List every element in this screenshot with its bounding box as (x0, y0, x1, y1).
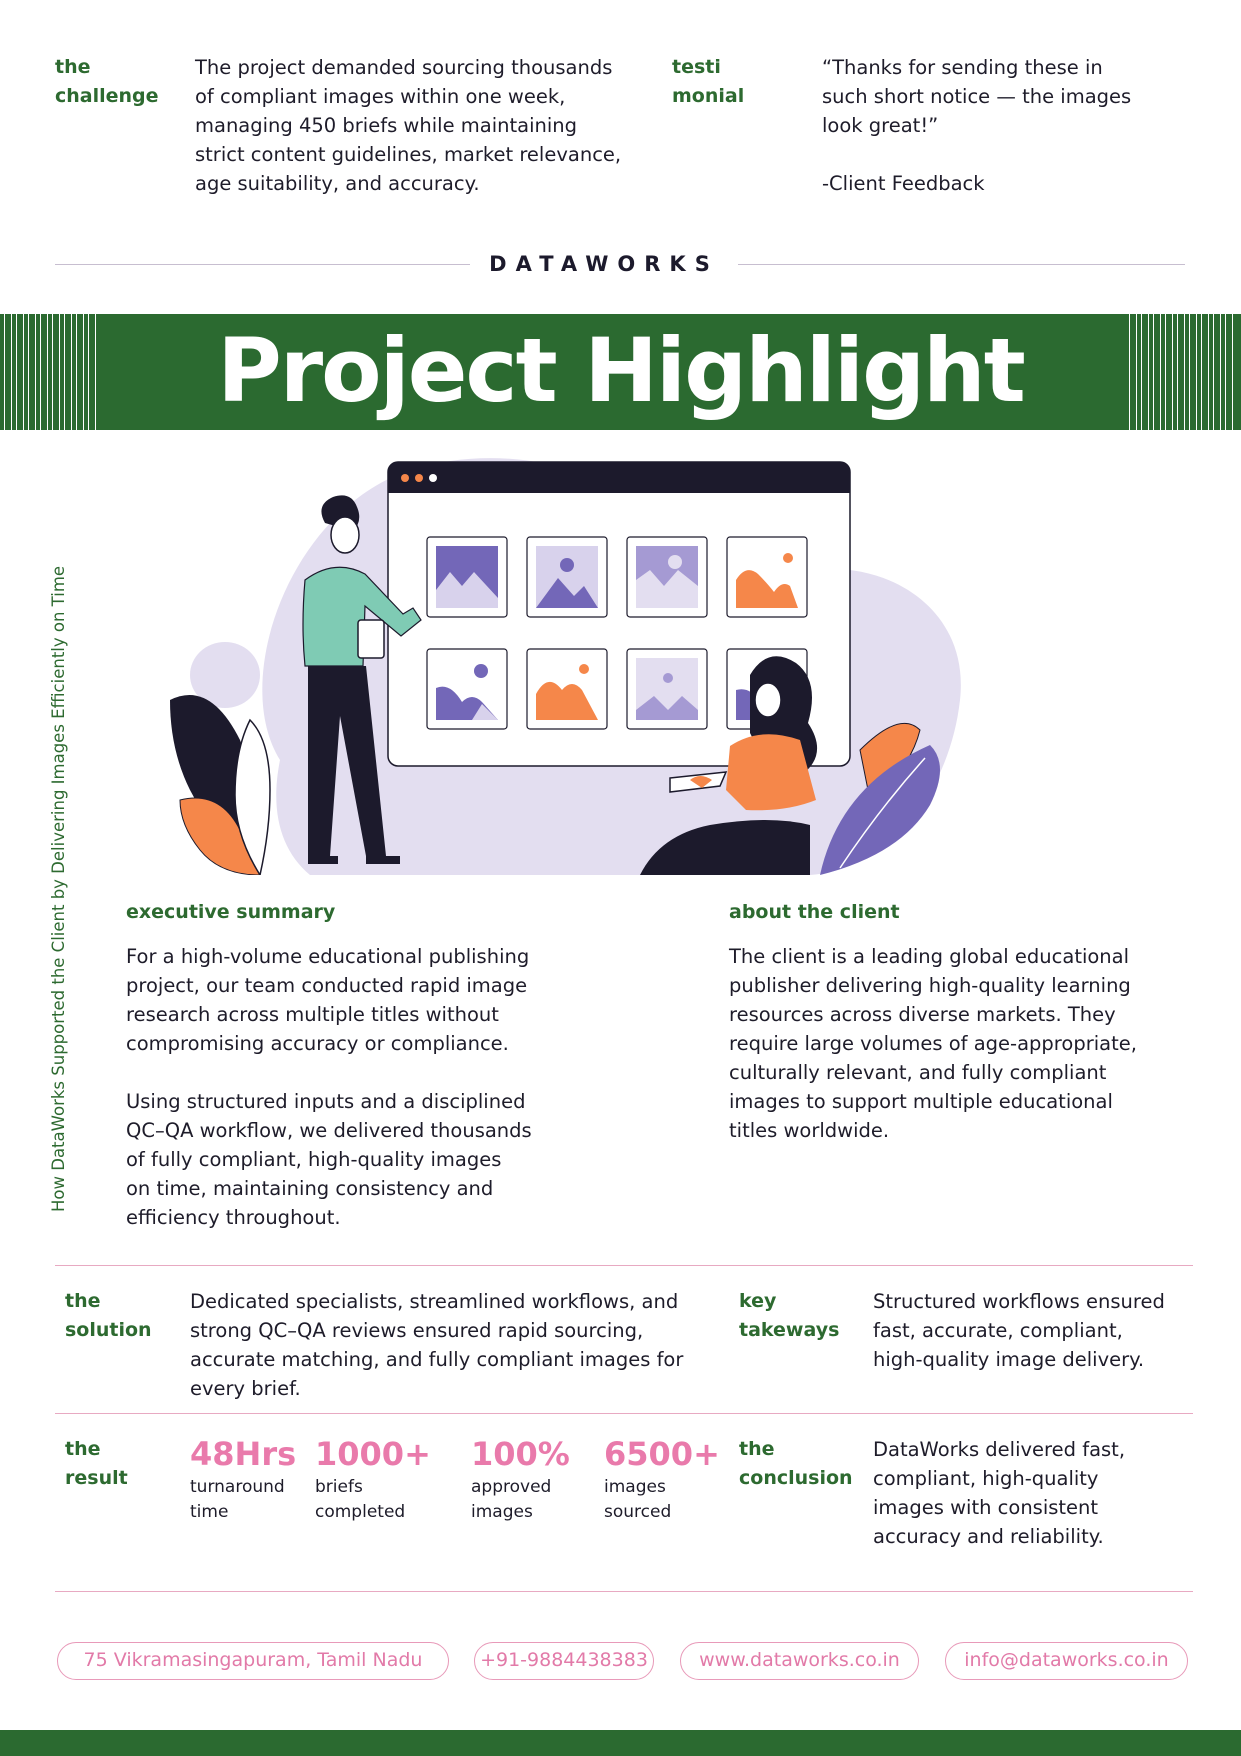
testimonial-label: testi monial (672, 56, 745, 107)
stat-caption: approved images (471, 1477, 552, 1522)
stat-caption: briefs completed (315, 1477, 406, 1522)
stat-turnaround (190, 1433, 296, 1525)
stat-value: 100% (471, 1435, 570, 1473)
project-highlight-banner (0, 314, 1241, 430)
phone-pill[interactable]: +91-9884438383 (474, 1642, 654, 1680)
divider (55, 264, 470, 265)
stat-value: 6500+ (604, 1435, 720, 1473)
stat-approved (471, 1433, 570, 1525)
stat-briefs (315, 1433, 431, 1525)
window-dot (401, 474, 409, 482)
testimonial-quote: “Thanks for sending these in such short notice — the images look great!” (822, 56, 1132, 137)
stat-caption: images sourced (604, 1477, 672, 1522)
email-link[interactable]: info@dataworks.co.in (945, 1642, 1188, 1680)
stat-sourced (604, 1433, 720, 1525)
vertical-tagline: How DataWorks Supported the Client by Delivering Images Efficiently on Time (49, 565, 68, 1212)
image-icon (427, 649, 507, 729)
address-pill: 75 Vikramasingapuram, Tamil Nadu (57, 1642, 449, 1680)
stat-value: 1000+ (315, 1435, 431, 1473)
challenge-paragraph: The project demanded sourcing thousands of compliant images within one week, managing 450 briefs while maintaining strict content guidelines, market relevance, age suitability, and accuracy. (195, 56, 622, 195)
solution-label: the solution (65, 1290, 152, 1341)
solution-paragraph: Dedicated specialists, streamlined workflows, and strong QC–QA reviews ensured rapid sourcing, accurate matching, and fully compliant images for every brief. (190, 1290, 684, 1400)
conclusion-label: the conclusion (739, 1438, 853, 1489)
divider (55, 1591, 1193, 1592)
divider (55, 1265, 1193, 1266)
image-icon (427, 537, 507, 617)
stat-value: 48Hrs (190, 1435, 297, 1473)
plant-left (170, 695, 270, 875)
challenge-label: the challenge (55, 56, 159, 107)
window-dot (415, 474, 423, 482)
hero-illustration (170, 450, 1030, 875)
footer-bar (0, 1730, 1241, 1756)
window-dot (429, 474, 437, 482)
takeaways-paragraph: Structured workflows ensured fast, accurate, compliant, high-quality image delivery. (873, 1290, 1165, 1371)
about-client-text (729, 942, 1189, 1145)
image-icon (527, 537, 607, 617)
banner-title: Project Highlight (217, 319, 1024, 422)
conclusion-paragraph: DataWorks delivered fast, compliant, high-quality images with consistent accuracy and reliability. (873, 1438, 1126, 1548)
takeaways-text (873, 1287, 1193, 1374)
divider (55, 1413, 1193, 1414)
stat-caption: turnaround time (190, 1477, 285, 1522)
image-icon (627, 649, 707, 729)
website-link[interactable]: www.dataworks.co.in (680, 1642, 919, 1680)
challenge-text (195, 53, 645, 198)
brand-wordmark: DATAWORKS (489, 252, 719, 276)
executive-summary-heading: executive summary (126, 901, 336, 923)
image-icon (727, 537, 807, 617)
executive-summary-paragraph: For a high-volume educational publishing project, our team conducted rapid image research across multiple titles without compromising accuracy or compliance. (126, 945, 530, 1055)
executive-summary-text (126, 942, 596, 1232)
executive-summary-paragraph: Using structured inputs and a disciplined QC–QA workflow, we delivered thousands of fully compliant, high-quality images on time, maintaining consistency and efficiency throughout. (126, 1090, 532, 1229)
about-client-heading: about the client (729, 901, 900, 923)
takeaways-label: key takeways (739, 1290, 840, 1341)
image-icon (527, 649, 607, 729)
testimonial-author: -Client Feedback (822, 172, 985, 195)
testimonial (822, 53, 1182, 198)
image-icon (627, 537, 707, 617)
divider (738, 264, 1185, 265)
about-client-paragraph: The client is a leading global educational publisher delivering high-quality learning resources across diverse markets. They require large volumes of age-appropriate, culturally relevant, and fully compliant images to support multiple educational titles worldwide. (729, 945, 1137, 1142)
solution-text (190, 1287, 720, 1403)
result-label: the result (65, 1438, 128, 1489)
conclusion-text (873, 1435, 1193, 1551)
